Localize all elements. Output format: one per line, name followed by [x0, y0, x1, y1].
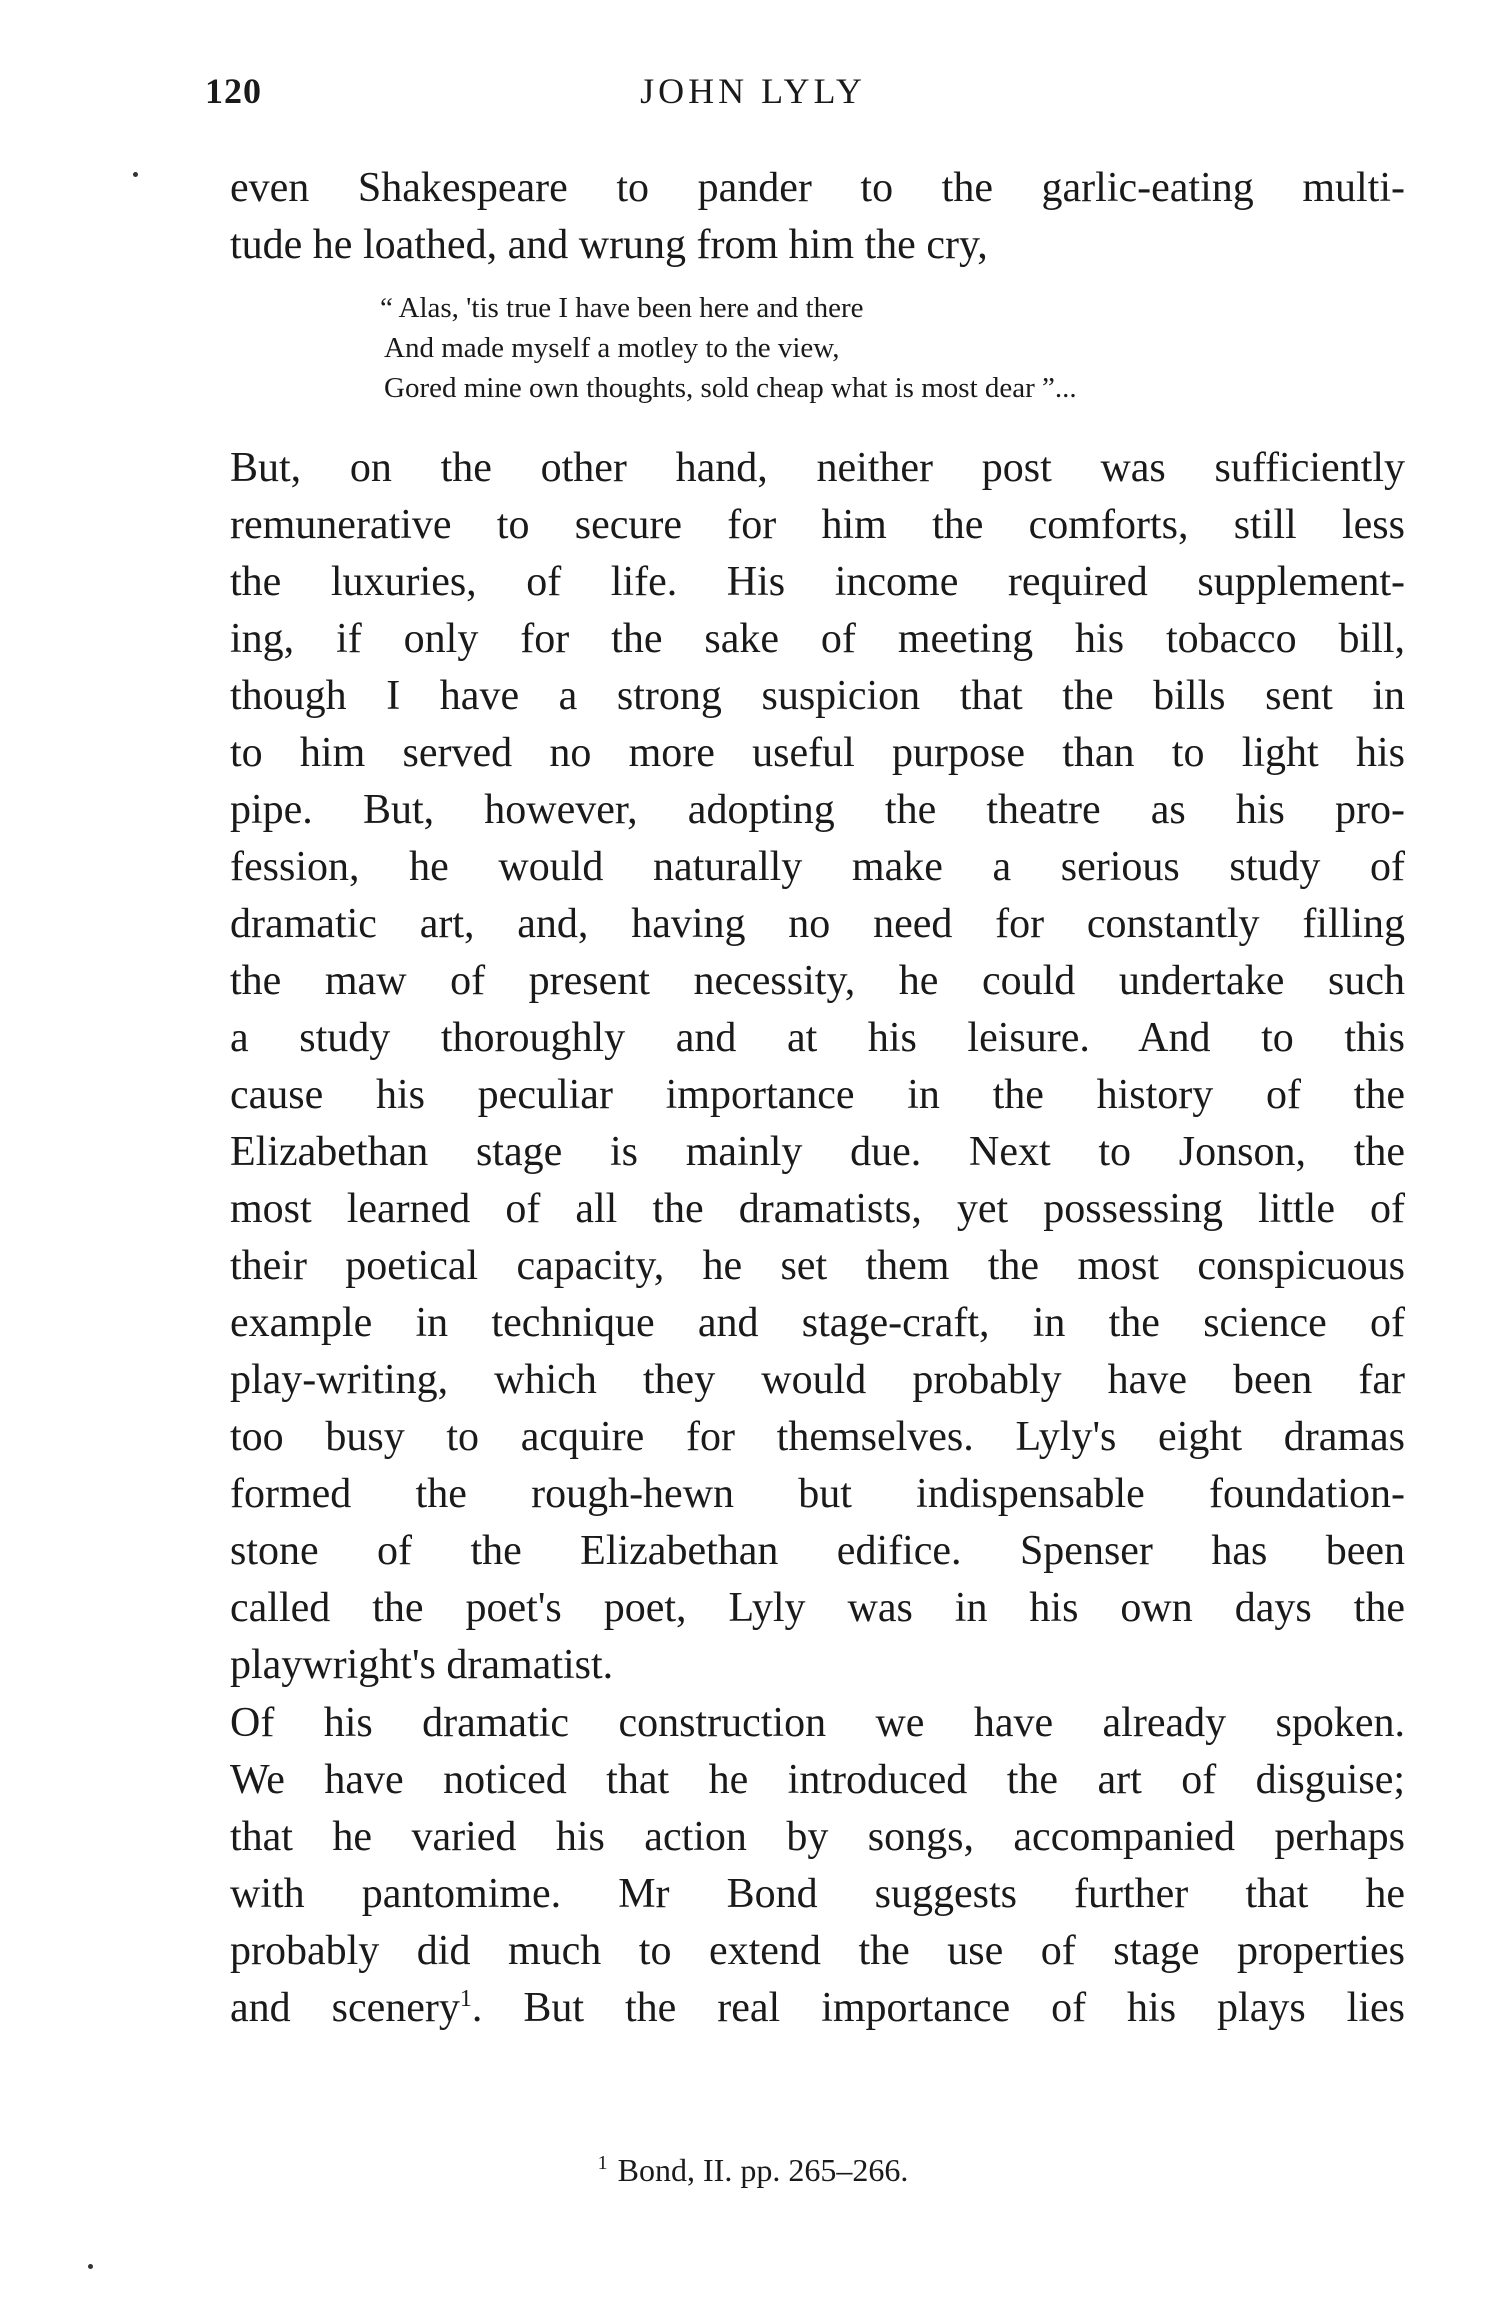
text-line: the maw of present necessity, he could undertake such: [230, 958, 1405, 1004]
text-line: most learned of all the dramatists, yet possessing little of: [230, 1186, 1405, 1232]
verse-line: And made myself a motley to the view,: [384, 332, 840, 364]
text-line: formed the rough-hewn but indispensable foundation-: [230, 1471, 1405, 1517]
text-line: play-writing, which they would probably have been far: [230, 1357, 1405, 1403]
text-line: stone of the Elizabethan edifice. Spenser has been: [230, 1528, 1405, 1574]
text-line: playwright's dramatist.: [230, 1642, 614, 1688]
footnote-marker: 1: [597, 2152, 608, 2175]
text-line: too busy to acquire for themselves. Lyly's eight dramas: [230, 1414, 1405, 1460]
text-line: Of his dramatic construction we have already spoken.: [230, 1700, 1405, 1746]
text-line: ing, if only for the sake of meeting his tobacco bill,: [230, 616, 1405, 662]
footnote: [0, 2152, 1506, 2189]
paragraph-1: [230, 160, 1405, 274]
text-line: that he varied his action by songs, accompanied perhaps: [230, 1814, 1405, 1860]
scan-speck: [88, 2264, 93, 2269]
text-line: We have noticed that he introduced the art of disguise;: [230, 1757, 1405, 1803]
text-line: Elizabethan stage is mainly due. Next to Jonson, the: [230, 1129, 1405, 1175]
verse-quotation: [380, 288, 1077, 408]
paragraph-2: [230, 440, 1405, 1694]
footnote-text: Bond, II. pp. 265–266.: [617, 2152, 909, 2188]
paragraph-3: [230, 1695, 1405, 2037]
text-line: the luxuries, of life. His income required supplement-: [230, 559, 1405, 605]
text-line: a study thoroughly and at his leisure. And to this: [230, 1015, 1405, 1061]
text-line-with-note: [230, 1980, 1405, 2037]
text-line: though I have a strong suspicion that the bills sent in: [230, 673, 1405, 719]
text-line: cause his peculiar importance in the history of the: [230, 1072, 1405, 1118]
running-title: JOHN LYLY: [640, 71, 866, 111]
text-line: even Shakespeare to pander to the garlic-eating multi-: [230, 165, 1405, 211]
text-line: pipe. But, however, adopting the theatre as his pro-: [230, 787, 1405, 833]
verse-line: Gored mine own thoughts, sold cheap what is most dear ”...: [384, 372, 1077, 404]
text-fragment: . But the real importance of his plays lies: [471, 1985, 1405, 2031]
text-line: with pantomime. Mr Bond suggests further that he: [230, 1871, 1405, 1917]
text-line: called the poet's poet, Lyly was in his own days the: [230, 1585, 1405, 1631]
text-line: probably did much to extend the use of stage properties: [230, 1928, 1405, 1974]
text-line: tude he loathed, and wrung from him the cry,: [230, 222, 988, 268]
text-line: example in technique and stage-craft, in the science of: [230, 1300, 1405, 1346]
text-line: But, on the other hand, neither post was sufficiently: [230, 445, 1405, 491]
page-number: 120: [205, 71, 262, 111]
text-line: dramatic art, and, having no need for constantly filling: [230, 901, 1405, 947]
text-line: remunerative to secure for him the comforts, still less: [230, 502, 1405, 548]
scan-speck: [133, 172, 138, 177]
text-line: fession, he would naturally make a serious study of: [230, 844, 1405, 890]
text-fragment: and scenery: [230, 1985, 460, 2031]
text-line: their poetical capacity, he set them the most conspicuous: [230, 1243, 1405, 1289]
text-line: to him served no more useful purpose than to light his: [230, 730, 1405, 776]
footnote-reference: 1: [459, 1986, 472, 2012]
verse-line: “ Alas, 'tis true I have been here and there: [380, 292, 864, 324]
